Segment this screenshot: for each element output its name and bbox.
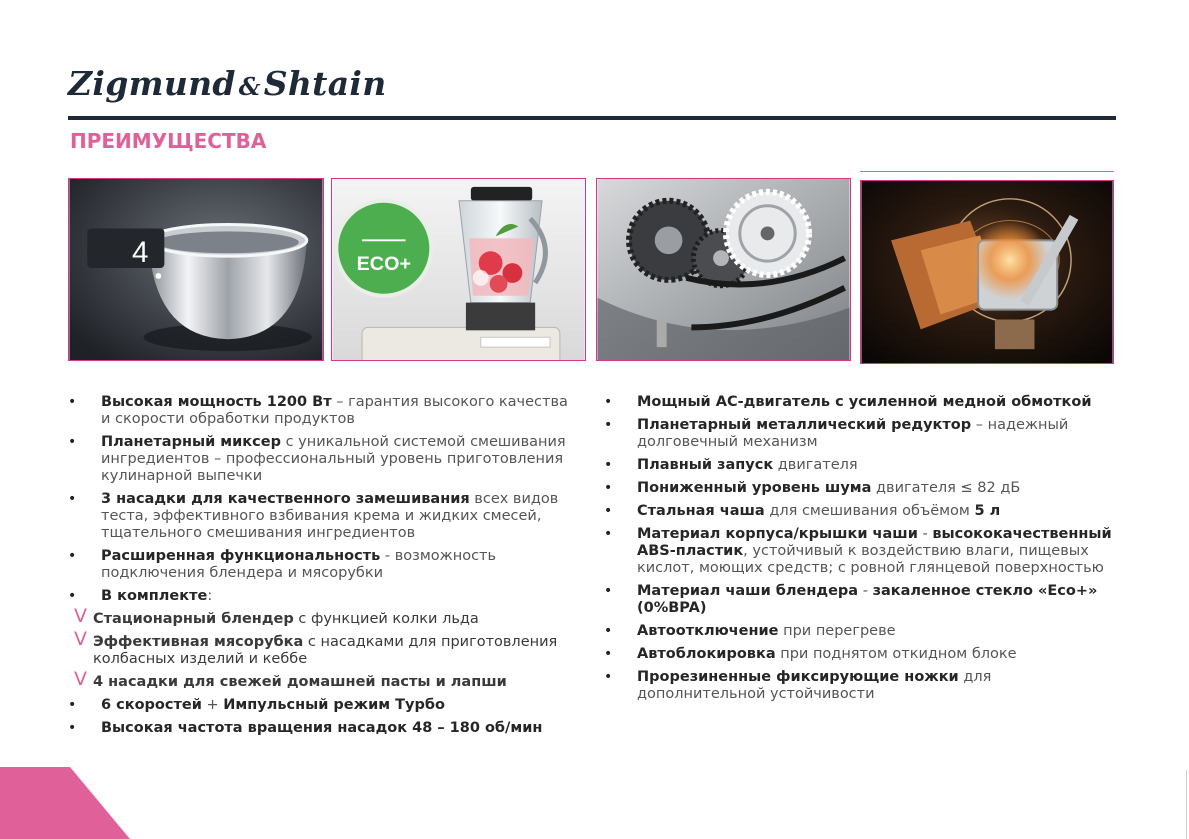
feature-title: Плавный запуск [637, 457, 774, 473]
feature-text: – надежный долговечный механизм [637, 417, 1069, 450]
kit-item [68, 605, 578, 628]
feature-text: при перегреве [778, 623, 896, 639]
feature-title-secondary: закаленное стекло «Eco+» (0%BPA) [637, 583, 1098, 616]
bullet-icon: • [68, 394, 77, 410]
feature-text: - [858, 583, 873, 599]
brand-name-left: Zigmund [68, 64, 236, 103]
eco-badge-circle [338, 203, 429, 294]
bullet-icon: • [604, 394, 613, 410]
feature-title-secondary: высококачественный ABS-пластик [637, 526, 1112, 559]
feature-text: всех видов теста, эффективного взбивания крема и жидких смесей, тщательного смешивания ингредиентов [101, 491, 559, 541]
section-title: ПРЕИМУЩЕСТВА [70, 129, 267, 153]
feature-text: + [201, 697, 224, 713]
kit-item-text: с функцией колки льда [293, 611, 479, 627]
feature-item [68, 548, 578, 582]
feature-title: Прорезиненные фиксирующие ножки [637, 669, 959, 685]
photo-gearbox [596, 178, 851, 361]
photo-steel-bowl [68, 178, 324, 361]
motor-illustration [861, 181, 1113, 363]
feature-text: при поднятом откидном блоке [775, 646, 1017, 662]
feature-title: Планетарный металлический редуктор [637, 417, 972, 433]
feature-text: двигателя ≤ 82 дБ [871, 480, 1021, 496]
check-icon: V [74, 628, 87, 650]
bullet-icon: • [604, 480, 613, 496]
feature-text: - [917, 526, 933, 542]
accent-divider [860, 171, 1114, 172]
bullet-icon: • [604, 503, 613, 519]
brand-name-right: Shtain [263, 64, 387, 103]
feature-item [604, 457, 1119, 474]
feature-item [604, 669, 1119, 703]
check-icon: V [74, 605, 87, 627]
kit-item-title: Стационарный блендер [93, 611, 294, 627]
feature-text: для смешивания объёмом [764, 503, 975, 519]
feature-title: Пониженный уровень шума [637, 480, 872, 496]
feature-title-secondary: 5 л [974, 503, 1001, 519]
feature-text: для дополнительной устойчивости [637, 669, 992, 702]
bullet-icon: • [68, 588, 77, 604]
kit-item-text: с насадками для приготовления колбасных изделий и кеббе [93, 634, 558, 667]
bullet-icon: • [604, 669, 613, 685]
feature-item [68, 588, 578, 605]
bullet-icon: • [604, 583, 613, 599]
feature-item [68, 394, 578, 428]
feature-item [68, 720, 578, 737]
features-left-column [68, 394, 578, 743]
feature-title: Высокая частота вращения насадок 48 – 180 об/мин [101, 720, 543, 736]
edge-line [1186, 770, 1187, 839]
bullet-icon: • [604, 646, 613, 662]
feature-text: - возможность подключения блендера и мясорубки [101, 548, 497, 581]
bullet-icon: • [604, 623, 613, 639]
bullet-icon: • [68, 697, 77, 713]
feature-item [604, 623, 1119, 640]
feature-item [604, 417, 1119, 451]
photo-blender [331, 178, 586, 361]
features-right-column [604, 394, 1119, 709]
feature-item [604, 583, 1119, 617]
feature-text: с уникальной системой смешивания ингредиентов – профессиональный уровень приготовления кулинарной выпечки [101, 434, 566, 484]
bullet-icon: • [604, 417, 613, 433]
kit-item [68, 668, 578, 691]
feature-item [604, 394, 1119, 411]
bowl-badge-background [87, 228, 164, 268]
check-icon: V [74, 668, 87, 690]
feature-title: Материал корпуса/крышки чаши [637, 526, 918, 542]
feature-text-secondary: , устойчивый к воздействию влаги, пищевых кислот, моющих средств; с ровной глянцевой поверхностью [637, 543, 1104, 576]
feature-title: Автоотключение [637, 623, 779, 639]
feature-title: 6 скоростей [101, 697, 202, 713]
kit-item-title: 4 насадки для свежей домашней пасты и лапши [93, 674, 507, 690]
corner-decoration [0, 767, 130, 839]
feature-item [604, 646, 1119, 663]
feature-text: двигателя [773, 457, 858, 473]
gearbox-illustration [597, 179, 850, 360]
kit-item-title: Эффективная мясорубка [93, 634, 304, 650]
kit-item [68, 628, 578, 668]
eco-badge: ECO+ [356, 252, 412, 275]
header-divider [68, 116, 1116, 120]
feature-text: – гарантия высокого качества и скорости обработки продуктов [101, 394, 568, 427]
feature-title-secondary: Импульсный режим Турбо [223, 697, 445, 713]
feature-text: : [207, 588, 213, 604]
feature-item [68, 697, 578, 714]
feature-title: Мощный АС-двигатель с усиленной медной обмоткой [637, 394, 1092, 410]
feature-title: Расширенная функциональность [101, 548, 381, 564]
bowl-badge: 4 [132, 236, 149, 270]
brand-ampersand: & [238, 72, 261, 101]
bullet-icon: • [68, 720, 77, 736]
feature-title: Высокая мощность 1200 Вт [101, 394, 332, 410]
blender-illustration [332, 179, 585, 360]
bullet-icon: • [68, 434, 77, 450]
feature-item [68, 434, 578, 485]
feature-title: Автоблокировка [637, 646, 776, 662]
feature-item [604, 503, 1119, 520]
steel-bowl-illustration [69, 179, 323, 360]
feature-title: Стальная чаша [637, 503, 765, 519]
feature-item [604, 480, 1119, 497]
feature-item [68, 491, 578, 542]
bullet-icon: • [604, 457, 613, 473]
feature-title: 3 насадки для качественного замешивания [101, 491, 470, 507]
bullet-icon: • [604, 526, 613, 542]
bullet-icon: • [68, 548, 77, 564]
feature-title: В комплекте [101, 588, 208, 604]
photo-motor [860, 180, 1114, 364]
feature-item [604, 526, 1119, 577]
bullet-icon: • [68, 491, 77, 507]
feature-title: Материал чаши блендера [637, 583, 859, 599]
feature-title: Планетарный миксер [101, 434, 281, 450]
brand-logo [68, 64, 387, 103]
